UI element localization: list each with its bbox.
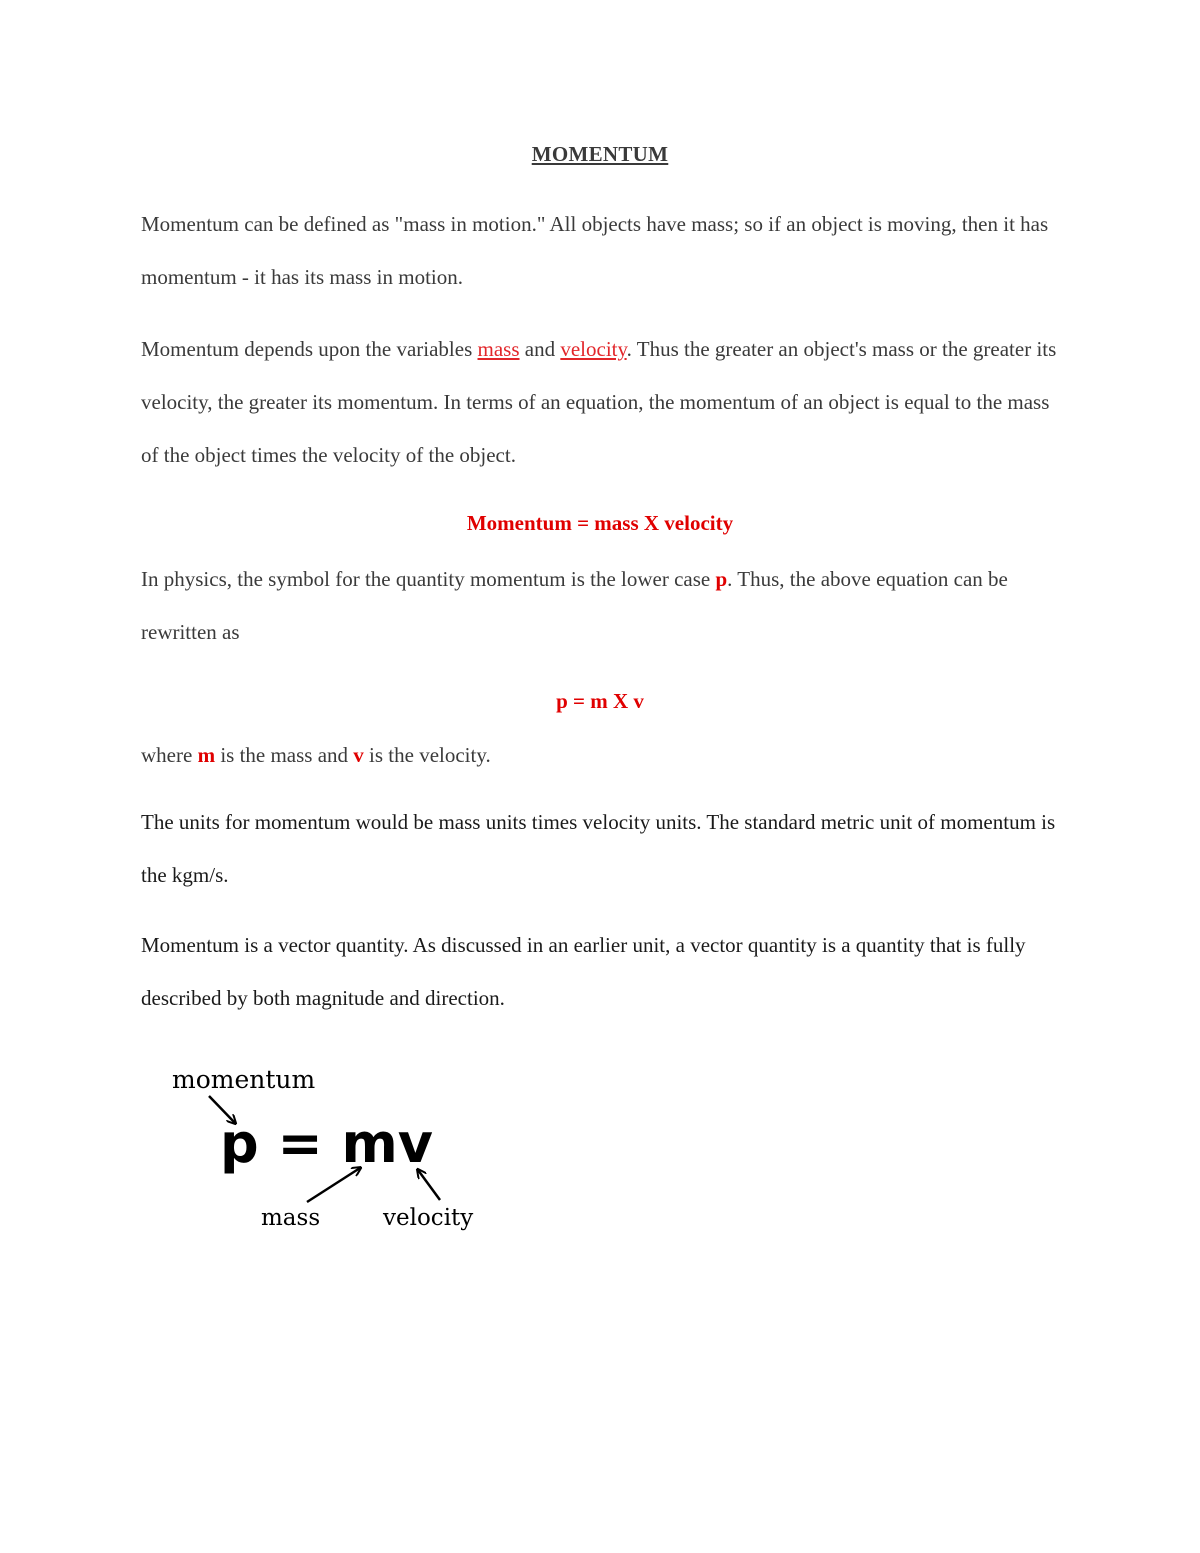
label-velocity: velocity (383, 1205, 474, 1231)
momentum-diagram-svg (165, 1060, 510, 1240)
symbol-m: m (197, 743, 216, 767)
paragraph-variables (141, 323, 1071, 482)
equation-momentum-words: Momentum = mass X velocity (466, 511, 734, 535)
paragraph-vector: Momentum is a vector quantity. As discussed in an earlier unit, a vector quantity is a quantity that is fully described by both magnitude and direction. (141, 933, 1026, 1010)
symbol-v: v (353, 743, 364, 767)
paragraph-units: The units for momentum would be mass units times velocity units. The standard metric unit of momentum is the kgm/s. (141, 810, 1056, 887)
momentum-diagram (165, 1060, 510, 1240)
label-mass: mass (261, 1205, 321, 1231)
paragraph-symbol (141, 553, 1071, 659)
formula-p-equals-mv: p = mv (220, 1112, 433, 1175)
text-segment: is the velocity. (363, 743, 491, 767)
symbol-p: p (715, 567, 728, 591)
paragraph-definition: Momentum can be defined as "mass in motion." All objects have mass; so if an object is moving, then it has momentum - it has its mass in motion. (141, 212, 1049, 289)
text-segment: Momentum depends upon the variables (141, 337, 478, 361)
text-segment: In physics, the symbol for the quantity momentum is the lower case (141, 567, 716, 591)
link-velocity[interactable]: velocity (560, 337, 627, 361)
page-title: MOMENTUM (531, 142, 669, 166)
text-segment: and (519, 337, 561, 361)
text-segment: where (141, 743, 198, 767)
link-mass[interactable]: mass (477, 337, 520, 361)
paragraph-where (141, 729, 1071, 782)
text-segment: . Thus, the above equation can be rewritten as (141, 567, 1008, 644)
label-momentum: momentum (172, 1065, 316, 1094)
equation-momentum-symbols: p = m X v (556, 689, 644, 713)
text-segment: is the mass and (215, 743, 354, 767)
text-segment: . Thus the greater an object's mass or the greater its velocity, the greater its momentum. In terms of an equation, the momentum of an object is equal to the mass of the object times the velocity of the object. (141, 337, 1057, 467)
